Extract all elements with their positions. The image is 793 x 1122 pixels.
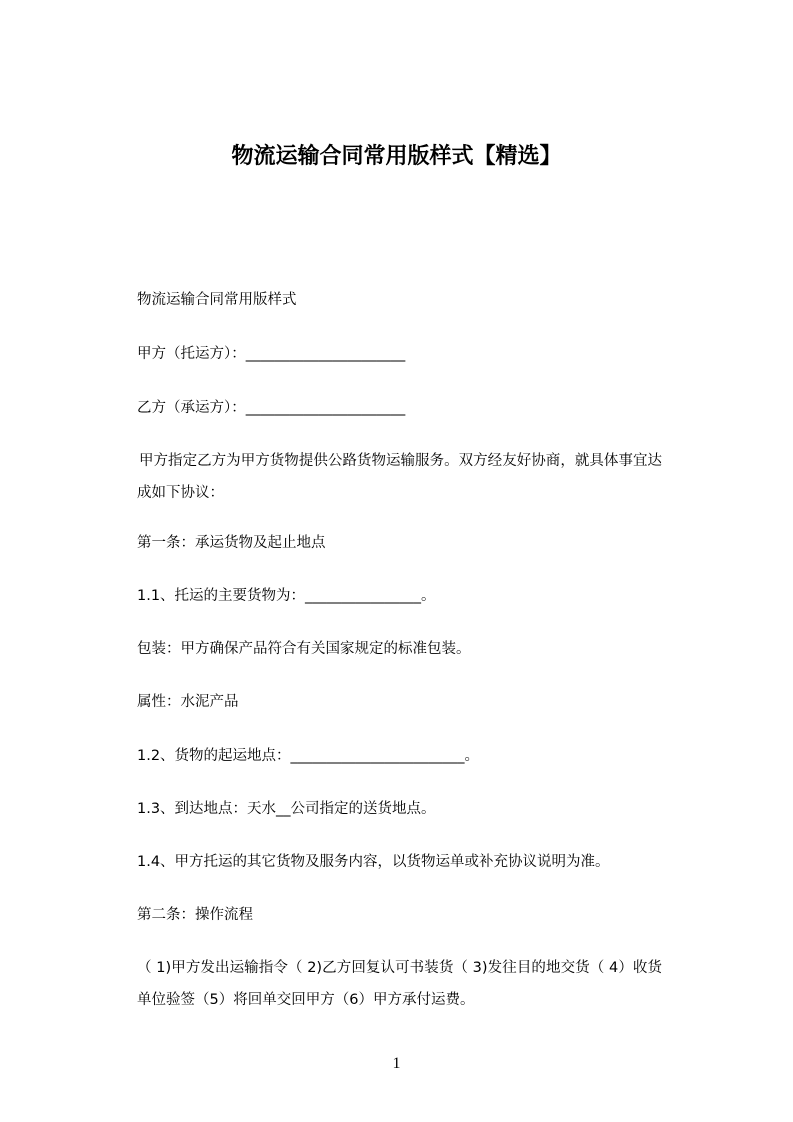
paragraph-clause-1-2: 1.2、货物的起运地点：________________________。 bbox=[137, 748, 480, 764]
paragraph-article-2-heading: 第二条：操作流程 bbox=[137, 907, 253, 923]
paragraph-clause-1-1: 1.1、托运的主要货物为：________________。 bbox=[137, 588, 436, 604]
paragraph-article-1-heading: 第一条：承运货物及起止地点 bbox=[137, 535, 326, 551]
paragraph-packaging: 包装：甲方确保产品符合有关国家规定的标准包装。 bbox=[137, 641, 471, 657]
paragraph-party-a: 甲方（托运方）：______________________ bbox=[137, 346, 406, 362]
document-title: 物流运输合同常用版样式【精选】 bbox=[231, 144, 562, 169]
page-number: 1 bbox=[392, 1055, 401, 1072]
paragraph-clause-1-3: 1.3、到达地点：天水__公司指定的送货地点。 bbox=[137, 801, 436, 817]
paragraph-party-b: 乙方（承运方）：______________________ bbox=[137, 400, 406, 416]
paragraph-process: （ 1)甲方发出运输指令（ 2)乙方回复认可书装货（ 3)发往目的地交货（ 4）收货单位验签（5）将回单交回甲方（6）甲方承付运费。 bbox=[137, 960, 662, 1008]
paragraph-subtitle: 物流运输合同常用版样式 bbox=[137, 292, 297, 308]
paragraph-clause-1-4: 1.4、甲方托运的其它货物及服务内容，以货物运单或补充协议说明为准。 bbox=[137, 854, 610, 870]
paragraph-attribute: 属性：水泥产品 bbox=[137, 694, 239, 710]
paragraph-intro: 甲方指定乙方为甲方货物提供公路货物运输服务。双方经友好协商，就具体事宜达成如下协议： bbox=[137, 453, 662, 501]
